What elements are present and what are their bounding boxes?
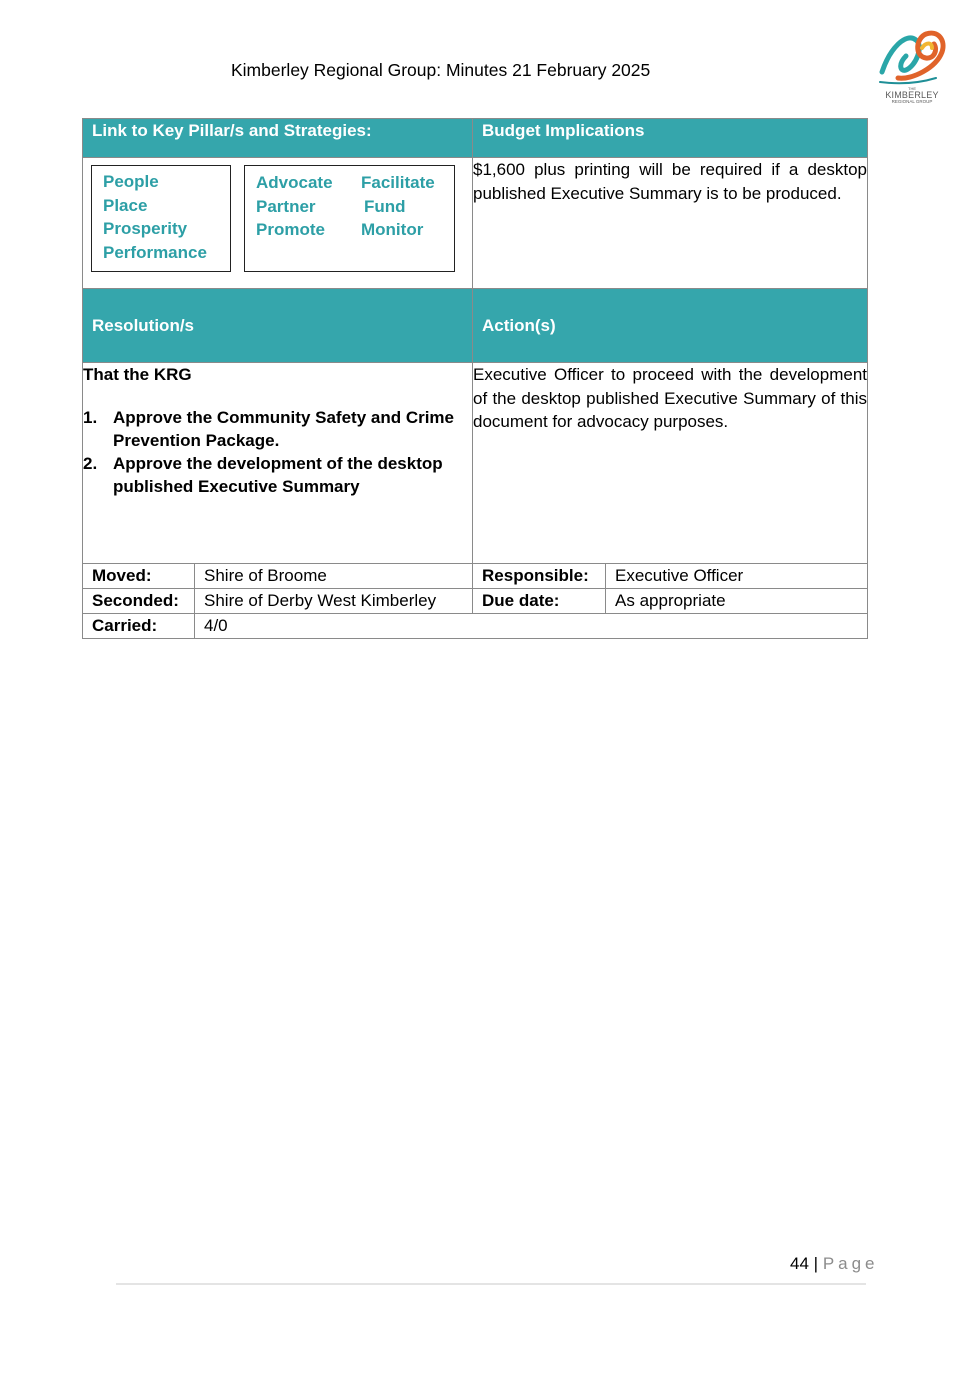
kimberley-logo bbox=[876, 28, 948, 106]
carried-value: 4/0 bbox=[195, 614, 868, 639]
strategy-monitor: Monitor bbox=[361, 220, 424, 239]
pillars-header: Link to Key Pillar/s and Strategies: bbox=[83, 119, 473, 158]
logo-swirl-icon bbox=[876, 28, 948, 86]
resolution-header: Resolution/s bbox=[83, 289, 473, 363]
pillar-place: Place bbox=[103, 195, 148, 215]
strategy-fund: Fund bbox=[364, 196, 406, 216]
logo-text-regional-group: REGIONAL GROUP bbox=[891, 99, 933, 104]
resolution-intro: That the KRG bbox=[83, 365, 192, 384]
page-header-title: Kimberley Regional Group: Minutes 21 February 2025 bbox=[231, 60, 651, 80]
budget-text: $1,600 plus printing will be required if a desktop published Executive Summary is to be produced. bbox=[473, 158, 868, 289]
pillars-cell bbox=[83, 158, 473, 289]
strategy-facilitate: Facilitate bbox=[361, 173, 435, 192]
page-word: Page bbox=[822, 1254, 879, 1273]
budget-header: Budget Implications bbox=[473, 119, 868, 158]
page-number bbox=[790, 1254, 879, 1274]
due-date-value: As appropriate bbox=[606, 589, 868, 614]
carried-label: Carried: bbox=[83, 614, 195, 639]
pillar-performance: Performance bbox=[103, 242, 207, 262]
resolution-item bbox=[83, 406, 472, 452]
moved-label: Moved: bbox=[83, 564, 195, 589]
resolution-table bbox=[82, 118, 868, 639]
seconded-value: Shire of Derby West Kimberley bbox=[195, 589, 473, 614]
page-separator: | bbox=[813, 1254, 819, 1273]
page-number-value: 44 bbox=[790, 1254, 809, 1273]
due-date-label: Due date: bbox=[473, 589, 606, 614]
action-text: Executive Officer to proceed with the development of the desktop published Executive Summary of this document for advocacy purposes. bbox=[473, 363, 868, 564]
resolution-number: 2. bbox=[83, 454, 98, 473]
logo-text-the: THE bbox=[908, 86, 916, 91]
resolution-number: 1. bbox=[83, 408, 98, 427]
seconded-label: Seconded: bbox=[83, 589, 195, 614]
strategies-box bbox=[244, 165, 455, 272]
resolution-item bbox=[83, 452, 472, 498]
strategy-advocate: Advocate bbox=[256, 173, 333, 192]
responsible-value: Executive Officer bbox=[606, 564, 868, 589]
moved-value: Shire of Broome bbox=[195, 564, 473, 589]
pillar-people: People bbox=[103, 172, 159, 191]
strategy-promote: Promote bbox=[256, 220, 325, 239]
action-header: Action(s) bbox=[473, 289, 868, 363]
resolution-cell bbox=[83, 363, 473, 564]
resolution-text: Approve the development of the desktop published Executive Summary bbox=[113, 454, 443, 496]
resolution-list bbox=[83, 406, 472, 498]
strategy-partner: Partner bbox=[256, 196, 316, 216]
footer-divider bbox=[116, 1283, 866, 1285]
pillar-prosperity: Prosperity bbox=[103, 219, 188, 238]
logo-text-kimberley: KIMBERLEY bbox=[885, 90, 939, 100]
pillars-box bbox=[91, 165, 231, 272]
resolution-text: Approve the Community Safety and Crime Prevention Package. bbox=[113, 408, 455, 450]
responsible-label: Responsible: bbox=[473, 564, 606, 589]
